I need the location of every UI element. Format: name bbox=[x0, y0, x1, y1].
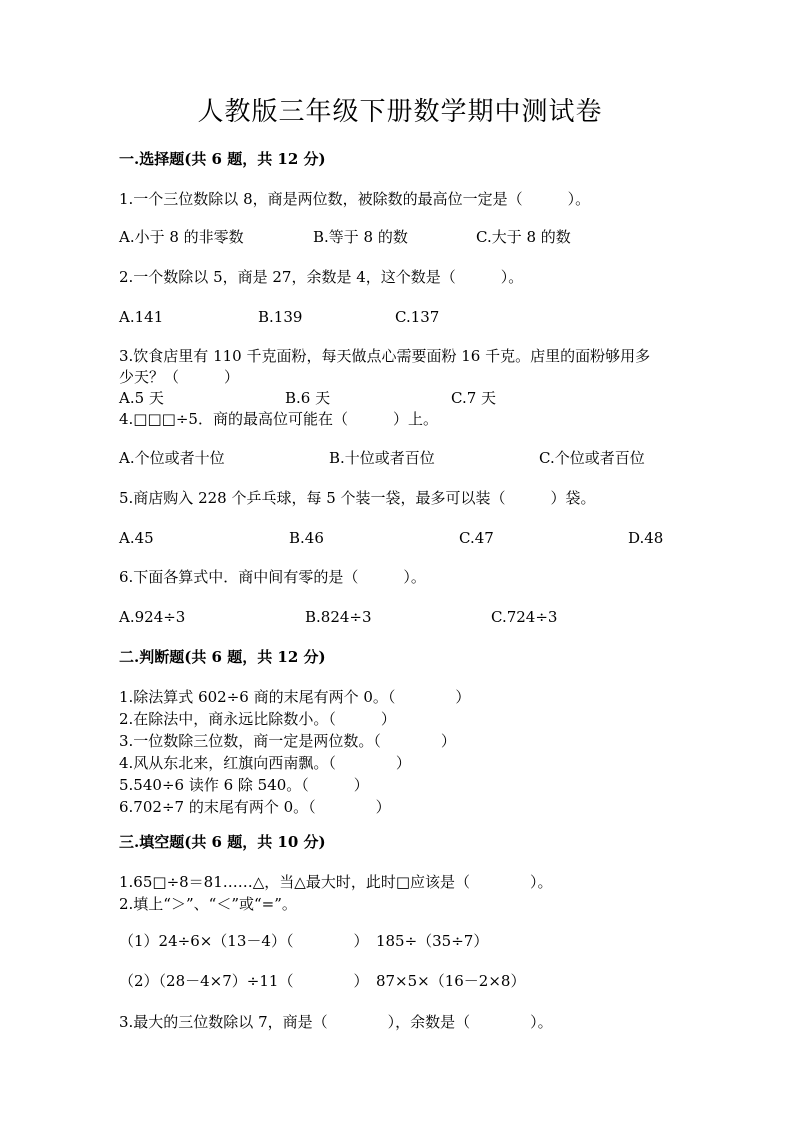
question-text: 2.一个数除以 5，商是 27，余数是 4，这个数是（ ）。 bbox=[119, 268, 524, 286]
fill-item: （1）24÷6×（13－4）（ ） 185÷（35÷7） bbox=[119, 932, 489, 950]
question-text-cont: 少天？（ ） bbox=[119, 368, 240, 386]
question-text: 6.下面各算式中．商中间有零的是（ ）。 bbox=[119, 568, 426, 586]
option-d: D.48 bbox=[628, 529, 664, 547]
option-c: C.137 bbox=[395, 308, 440, 326]
judge-item: 2.在除法中，商永远比除数小。（ ） bbox=[119, 710, 396, 728]
question-text: 5.商店购入 228 个乒乓球，每 5 个装一袋，最多可以装（ ）袋。 bbox=[119, 489, 596, 507]
judge-item: 6.702÷7 的末尾有两个 0。（ ） bbox=[119, 798, 391, 816]
section-heading-choice: 一.选择题(共 6 题，共 12 分) bbox=[119, 150, 326, 168]
option-b: B.十位或者百位 bbox=[329, 449, 435, 467]
section-heading-fill: 三.填空题(共 6 题，共 10 分) bbox=[119, 833, 326, 851]
judge-item: 5.540÷6 读作 6 除 540。（ ） bbox=[119, 776, 369, 794]
section-heading-judge: 二.判断题(共 6 题，共 12 分) bbox=[119, 648, 326, 666]
fill-item: 1.65□÷8＝81……△，当△最大时，此时□应该是（ ）。 bbox=[119, 873, 553, 891]
fill-item: 3.最大的三位数除以 7，商是（ ），余数是（ ）。 bbox=[119, 1013, 553, 1031]
option-b: B.139 bbox=[258, 308, 303, 326]
option-c: C.个位或者百位 bbox=[539, 449, 645, 467]
option-a: A.924÷3 bbox=[119, 608, 186, 626]
page-title: 人教版三年级下册数学期中测试卷 bbox=[197, 97, 603, 127]
question-text: 3.饮食店里有 110 千克面粉，每天做点心需要面粉 16 千克。店里的面粉够用多 bbox=[119, 347, 651, 365]
question-text: 4.□□□÷5．商的最高位可能在（ ）上。 bbox=[119, 410, 438, 428]
option-c: C.724÷3 bbox=[491, 608, 558, 626]
fill-item: 2.填上“＞”、“＜”或“=”。 bbox=[119, 895, 297, 913]
judge-item: 3.一位数除三位数，商一定是两位数。（ ） bbox=[119, 732, 456, 750]
option-b: B.824÷3 bbox=[305, 608, 372, 626]
option-c: C.7 天 bbox=[451, 389, 497, 407]
question-text: 1.一个三位数除以 8，商是两位数，被除数的最高位一定是（ ）。 bbox=[119, 190, 591, 208]
option-c: C.大于 8 的数 bbox=[476, 228, 571, 246]
option-c: C.47 bbox=[459, 529, 494, 547]
judge-item: 4.风从东北来，红旗向西南飘。（ ） bbox=[119, 754, 411, 772]
judge-item: 1.除法算式 602÷6 商的末尾有两个 0。（ ） bbox=[119, 688, 471, 706]
option-a: A.45 bbox=[119, 529, 154, 547]
option-b: B.46 bbox=[289, 529, 324, 547]
option-a: A.小于 8 的非零数 bbox=[119, 228, 244, 246]
fill-item: （2）（28－4×7）÷11（ ） 87×5×（16－2×8） bbox=[119, 972, 526, 990]
option-a: A.个位或者十位 bbox=[119, 449, 225, 467]
option-b: B.6 天 bbox=[285, 389, 331, 407]
option-b: B.等于 8 的数 bbox=[313, 228, 408, 246]
option-a: A.5 天 bbox=[119, 389, 164, 407]
option-a: A.141 bbox=[119, 308, 164, 326]
